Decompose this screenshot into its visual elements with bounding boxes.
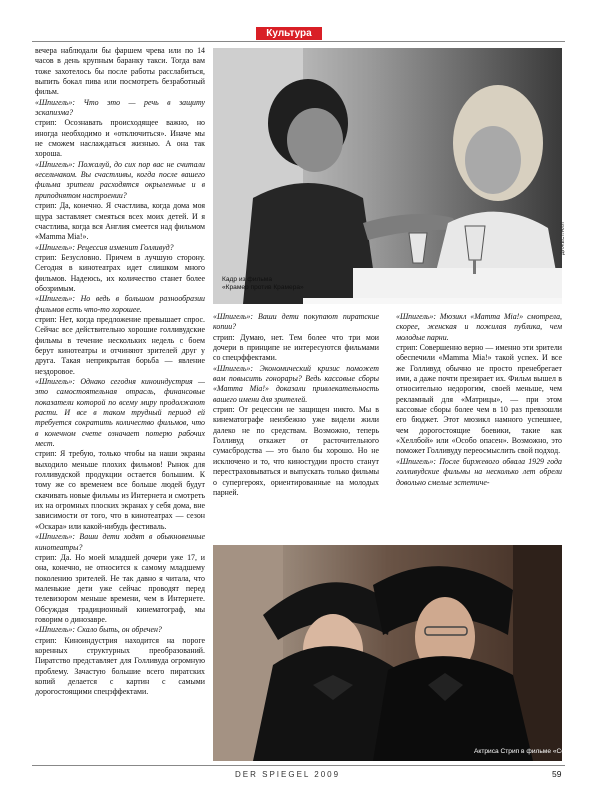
paragraph: «Шпигель»: Скало быть, он обречен?	[35, 625, 162, 635]
paragraph: стрип: Да, конечно. Я счастлива, когда дома моя щура заставляет смеяться всех моих детей. И я счастлива, когда вся Англия смеется над фильмом «Mamma Mia!».	[35, 201, 205, 242]
paragraph: стрип: Думаю, нет. Тем более что три мои дочери в принципе не интересуются фильмами со спецэффектами.	[213, 332, 379, 363]
paragraph: «Шпигель»: Ваши дети ходят в обыкновенные кинотеатры?	[35, 532, 205, 552]
paragraph: стрип: Совершенно верно — именно эти зрители обеспечили «Mamma Mia!» такой успех. И все же Голливуд обычно не просто пренебрегает ими, а даже почти презирает их. Фильм вышел в относительно недорогим, своей меньше, чем рекламный для «Матрицы», — при этом кассовые сборы более чем в 10 раз превзошли его бюджет. Этот мюзикл намного успешнее, чем дорогостоящие боевики, такие как «Хеллбой» или «Особо опасен». Возможно, это поможет Голливуду переосмыслить свой подход.	[396, 343, 562, 456]
paragraph: стрип: Осознавать происходящее важно, но иногда необходимо и «отключиться». Иначе мы не сможем наслаждаться жизнью. А она так хороша.	[35, 118, 205, 159]
paragraph: стрип: Да. Но моей младшей дочери уже 17, и она, конечно, не относится к самому младшему поколению зрителей. Не так давно я читала, что маленькие дети уже сейчас проводят перед телевизором меньше времени, чем в Интернете. Обсуждая традиционный кинематограф, мы говорим о динозавре.	[35, 552, 205, 624]
section-tag: Культура	[256, 27, 322, 40]
photo1-caption	[222, 276, 304, 292]
top-rule	[32, 41, 565, 42]
photo-credit: ДИЖЕСТ/АЛЛ	[560, 222, 566, 255]
photo1-caption-line2: «Крамер против Крамера»	[222, 284, 304, 291]
paragraph: стрип: От рецессии не защищен никто. Мы в кинематографе неизбежно уже видели жили далеко не по средствам. Возможно, теперь Голливуд откажет от расточительного сумасбродства — это было бы хорошо. Но не исключено и то, что киностудии просто станут перестраховываться и выпускать только фильмы о супергероях, ориентированные на молодых парней.	[213, 405, 379, 497]
photo-kramer-art	[213, 48, 562, 304]
paragraph: «Шпигель»: Пожалуй, до сих пор вас не считали весельчаком. Вы счастливы, когда после вашего фильма зрители расходятся окрыленные и в приподнятом настроении?	[35, 159, 205, 200]
paragraph: «Шпигель»: Однако сегодня киноиндустрия — это самостоятельная отрасль, финансовые показатели которой по всему миру продолжают расти. И все в таком трудный период ей требуется сократить количество фильмов, что в конечном счете означает потерю рабочих мест.	[35, 377, 205, 449]
paragraph: «Шпигель»: Рецессия изменит Голливуд?	[35, 242, 174, 252]
paragraph: «Шпигель»: Ваши дети покупают пиратские копии?	[213, 312, 379, 332]
paragraph: «Шпигель»: Мюзикл «Mamma Mia!» смотрела, скорее, женская и пожилая публика, чем молодые парни.	[396, 312, 562, 342]
paragraph: «Шпигель»: После биржевого обвала 1929 года голливудские фильмы на несколько лет обрели довольно смелые эстетиче-	[396, 456, 562, 487]
photo-kramer-vs-kramer	[213, 48, 562, 304]
page-number: 59	[552, 769, 562, 779]
photo1-caption-line1: Кадр из фильма	[222, 276, 272, 283]
paragraph: стрип: Нет, когда предложение превышает спрос. Сейчас все действительно хорошие голливудские фильмы в течение нескольких недель с боем берут кинотеатры и отчиняют зрителей друг у друга. Такая неприкрытая борьба — явление нездоровое.	[35, 314, 205, 376]
article-column-2	[213, 312, 379, 539]
paragraph: вечера наблюдали бы фаршем чрева или по 14 часов в день крупным баранку такси. Тогда вам тоже захотелось бы после работы расслабиться, выпить бокал пива или посмотреть безработный фильм.	[35, 46, 205, 97]
photo-doubt-art	[213, 545, 562, 761]
photo2-caption: Актриса Стрип в фильме «Сомнение»	[474, 748, 592, 755]
paragraph: «Шпигель»: Но ведь в большом разнообразии фильмов есть что-то хорошее.	[35, 294, 205, 314]
paragraph: «Шпигель»: Что это — речь в защиту эскапизма?	[35, 97, 205, 118]
footer-magazine: DER SPIEGEL 2009	[235, 770, 341, 779]
bottom-rule	[32, 765, 565, 766]
article-column-1	[35, 46, 205, 758]
paragraph: стрип: Безусловно. Причем в лучшую сторону. Сегодня в кинотеатрах идет слишком много фильмов. Надеюсь, их количество станет более обозримым.	[35, 252, 205, 293]
paragraph: стрип: Киноиндустрия находится на пороге коренных структурных преобразований. Пиратство представляет для Голливуда огромную проблему. Зачастую большие всего пиратских копий делается с картин с самыми дорогостоящими спецэффектами.	[35, 635, 205, 697]
article-column-3	[396, 312, 562, 539]
paragraph: «Шпигель»: Экономический кризис поможет вам повысить гонорары? Ведь кассовые сборы «Mamma Mia!» доказали привлекательность вашего имени для зрителей.	[213, 363, 379, 404]
paragraph: стрип: Я требую, только чтобы на наши экраны выходило меньше плохих фильмов! Рынок для голливудской продукции остается большим. К тому же со временем все больше людей будут скачивать новые фильмы из Интернета и смотреть их на огромных плоских экранах у себя дома, вне зависимости от того, что в кинотеатрах — сезон «Оскара» или какой-нибудь фестиваль.	[35, 449, 205, 531]
photo-doubt	[213, 545, 562, 761]
